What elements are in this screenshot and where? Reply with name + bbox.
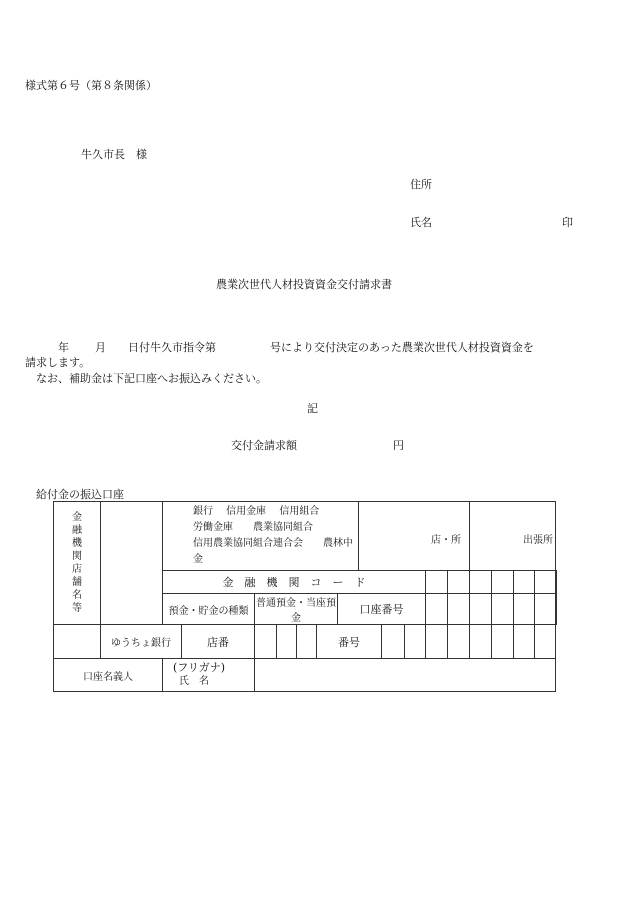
- institution-type-line-1: 銀行 信用金庫 信用組合: [193, 506, 320, 517]
- num-digit-8: [535, 625, 556, 659]
- sub-branch-cell: [470, 502, 556, 571]
- branch-label: 店・所: [431, 535, 461, 546]
- code-digit-6: [535, 571, 556, 594]
- institution-code-label-cell: [163, 571, 426, 594]
- account-digit-1: [426, 594, 448, 625]
- yucho-blank: [54, 625, 101, 659]
- num-digit-2: [405, 625, 426, 659]
- institution-label-cell: [54, 502, 101, 625]
- institution-types-cell: [163, 502, 359, 571]
- body-line1-part3: 号により交付決定のあった農業次世代人材投資資金を: [270, 341, 534, 354]
- institution-type-line-2: 労働金庫 農業協同組合: [193, 522, 313, 533]
- store-number-label: 店番: [207, 635, 229, 649]
- body-month-label: 月: [95, 341, 106, 354]
- body-line1-part2: 日付牛久市指令第: [128, 341, 216, 354]
- account-number-label: 口座番号: [359, 603, 404, 616]
- holder-name-label: 氏 名: [179, 676, 209, 687]
- sub-branch-label: 出張所: [523, 535, 553, 546]
- document-title: 農業次世代人材投資資金交付請求書: [216, 278, 392, 291]
- yucho-label-cell: [101, 625, 182, 659]
- code-digit-4: [492, 571, 514, 594]
- holder-name-field: [255, 659, 556, 692]
- account-digit-4: [492, 594, 514, 625]
- body-line2: 請求します。: [25, 356, 91, 369]
- deposit-type-label-cell: [163, 594, 255, 625]
- store-digit-3: [297, 625, 317, 659]
- account-digit-7: [556, 594, 557, 625]
- num-digit-5: [470, 625, 492, 659]
- code-digit-3: [470, 571, 492, 594]
- amount-unit: 円: [393, 439, 404, 452]
- yucho-label: ゆうちょ銀行: [111, 638, 171, 649]
- num-digit-3: [426, 625, 448, 659]
- amount-label: 交付金請求額: [231, 439, 297, 452]
- number-label: 番号: [338, 635, 360, 649]
- ki-label: 記: [307, 402, 318, 415]
- form-number: 様式第６号（第８条関係）: [25, 79, 157, 92]
- institution-type-line-3: 信用農業協同組合連合会 農林中金: [193, 538, 353, 565]
- account-section-title: 給付金の振込口座: [36, 488, 124, 501]
- account-digit-6: [535, 594, 556, 625]
- store-number-label-cell: [182, 625, 255, 659]
- code-digit-5: [514, 571, 535, 594]
- institution-label: 金融機関店舗名等: [72, 512, 82, 614]
- seal-label: 印: [562, 216, 573, 229]
- account-number-label-cell: [338, 594, 426, 625]
- addressee: 牛久市長 様: [81, 148, 147, 161]
- bank-account-table: [53, 501, 557, 692]
- body-line3: なお、補助金は下記口座へお振込みください。: [36, 372, 267, 385]
- code-digit-7: [556, 571, 557, 594]
- deposit-type-value-cell: [255, 594, 338, 625]
- furigana-label: (フリガナ): [173, 661, 226, 674]
- num-digit-1: [382, 625, 405, 659]
- store-digit-2: [277, 625, 297, 659]
- account-digit-2: [448, 594, 470, 625]
- store-digit-1: [255, 625, 277, 659]
- account-digit-5: [514, 594, 535, 625]
- body-year-label: 年: [58, 341, 69, 354]
- deposit-type-label: 預金・貯金の種類: [168, 605, 249, 617]
- holder-name-label-cell: [163, 659, 255, 692]
- number-label-cell: [317, 625, 382, 659]
- num-digit-7: [514, 625, 535, 659]
- code-digit-1: [426, 571, 448, 594]
- num-digit-6: [492, 625, 514, 659]
- code-digit-2: [448, 571, 470, 594]
- name-label: 氏名: [410, 216, 432, 229]
- branch-cell: [359, 502, 470, 571]
- institution-gap: [101, 502, 163, 625]
- deposit-type-value: 普通預金・当座預金: [256, 598, 336, 624]
- holder-label-cell: [54, 659, 163, 692]
- address-label: 住所: [410, 178, 432, 191]
- institution-code-label: 金 融 機 関 コ ー ド: [222, 576, 366, 589]
- holder-label: 口座名義人: [83, 671, 133, 683]
- num-digit-4: [448, 625, 470, 659]
- account-digit-3: [470, 594, 492, 625]
